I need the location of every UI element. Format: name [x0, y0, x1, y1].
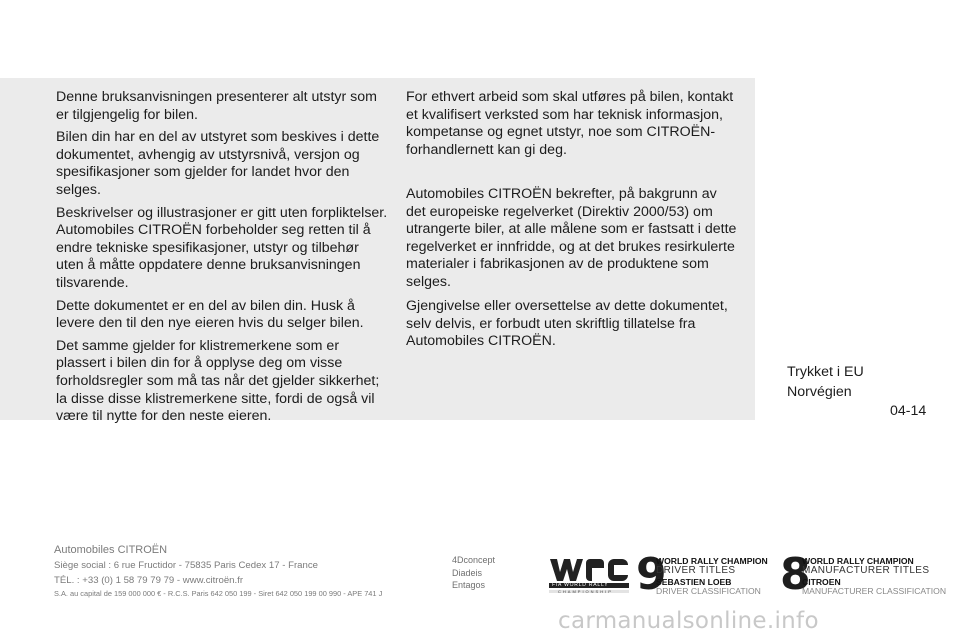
driver-badge-line-2: DRIVER TITLES — [656, 565, 736, 576]
left-paragraph-5: Det samme gjelder for klistremerkene som er plassert i bilen din for å opplyse deg om visse forholdsregler som må tas når det gjelder sikkerhet; la disse disse klistremerkene sitte, fordi de også vil være til nytte for den neste eieren. — [56, 337, 380, 425]
agency-list — [452, 554, 495, 592]
agency-item: Diadeis — [452, 567, 483, 578]
language-label: Norvégien — [787, 384, 852, 400]
manufacturer-titles-number: 8 — [780, 549, 811, 600]
driver-badge-line-3: SEBASTIEN LOEB — [656, 577, 732, 587]
driver-titles-number: 9 — [636, 549, 667, 600]
site-watermark: carmanualsonline.info — [558, 608, 819, 634]
agency-item: 4Dconcept — [452, 555, 496, 565]
left-column — [56, 89, 401, 426]
footer-phone: TÉL. : +33 (0) 1 58 79 79 79 - www.citroën.fr — [54, 575, 244, 586]
footer-legal: S.A. au capital de 159 000 000 € - R.C.S. Paris 642 050 199 - Siret 642 050 199 00 990 - APE 741 J — [54, 589, 383, 598]
left-paragraph-2: Bilen din har en del av utstyret som beskives i dette dokumentet, avhengig av utstyrsnivå, versjon og spesifikasjoner som gjelder for landet hvor den selges. — [56, 129, 380, 198]
left-paragraph-3: Beskrivelser og illustrasjoner er gitt uten forpliktelser. Automobiles CITROËN forbeholder seg retten til å endre tekniske spesifikasjoner, utstyr og tilbehør uten å måtte oppdatere denne bruksanvisningen tilsvarende. — [56, 204, 388, 291]
edition-code: 04-14 — [890, 403, 927, 419]
footer-company: Automobiles CITROËN — [54, 544, 168, 556]
wrc-logo-subtext: CHAMPIONSHIP — [558, 589, 613, 594]
footer-address: Siège social : 6 rue Fructidor - 75835 Paris Cedex 17 - France — [54, 560, 318, 571]
left-paragraph-1: Denne bruksanvisningen presenterer alt utstyr som er tilgjengelig for bilen. — [56, 89, 377, 123]
right-paragraph-2: Automobiles CITROËN bekrefter, på bakgrunn av det europeiske regelverket (Direktiv 2000/53) om utrangerte biler, at alle målene som er fastsatt i dette regelverket er innfridde, og at det brukes resirkulerte materialer i fabrikasjonen av de produktene som selges. — [406, 186, 737, 290]
wrc-logo — [548, 556, 630, 596]
printed-in-label: Trykket i EU — [787, 364, 864, 380]
right-paragraph-3: Gjengivelse eller oversettelse av dette dokumentet, selv delvis, er forbudt uten skriftlig tillatelse fra Automobiles CITROËN. — [406, 298, 728, 350]
left-paragraph-4: Dette dokumentet er en del av bilen din. Husk å levere den til den nye eieren hvis du selger bilen. — [56, 297, 364, 332]
driver-badge-line-1: WORLD RALLY CHAMPION — [656, 556, 768, 566]
wrc-logo-text: FIA WORLD RALLY — [552, 582, 609, 588]
agency-item: Entagos — [452, 580, 486, 590]
manufacturer-badge-line-4: MANUFACTURER CLASSIFICATION — [802, 586, 947, 596]
manufacturer-badge-line-3: CITROEN — [802, 577, 841, 587]
manufacturer-badge-line-2: MANUFACTURER TITLES — [802, 565, 930, 576]
driver-badge-line-4: DRIVER CLASSIFICATION — [656, 586, 761, 596]
right-paragraph-1: For ethvert arbeid som skal utføres på bilen, kontakt et kvalifisert verksted som har teknisk informasjon, kompetanse og egnet utstyr, noe som CITROËN- forhandlernett kan gi deg. — [406, 89, 734, 158]
manufacturer-badge-line-1: WORLD RALLY CHAMPION — [802, 556, 914, 566]
